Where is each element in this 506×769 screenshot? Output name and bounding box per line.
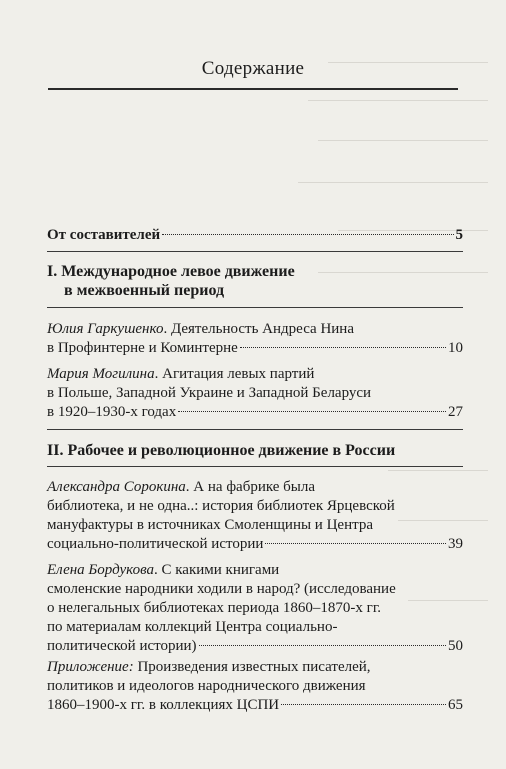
toc-entry-garkushenko[interactable] xyxy=(47,320,463,339)
section-divider xyxy=(47,429,463,430)
entry-title: . Агитация левых партий xyxy=(154,366,315,382)
toc-entry-mogilina[interactable] xyxy=(47,365,463,384)
entry-title: . А на фабрике была xyxy=(185,479,316,495)
entry-title-cont: библиотека, и не одна..: история библиотек Ярцевской xyxy=(47,498,395,514)
page-number: 50 xyxy=(448,638,463,654)
bleed-through-line xyxy=(298,182,488,183)
page-number: 65 xyxy=(448,697,463,713)
dot-leader xyxy=(240,347,446,348)
toc-entry-bordukova-last-line[interactable] xyxy=(47,637,463,656)
dot-leader xyxy=(162,234,453,235)
entry-title-cont: политиков и идеологов народнического движения xyxy=(47,678,366,694)
toc-entry-bordukova[interactable] xyxy=(47,561,463,580)
entry-title-cont: социально-политической истории xyxy=(47,536,264,552)
title-divider xyxy=(48,88,458,90)
section-heading-1[interactable]: I. Международное левое движение xyxy=(47,263,295,280)
toc-entry-garkushenko-last-line[interactable] xyxy=(47,339,463,358)
section-divider xyxy=(47,251,463,252)
page-title: Содержание xyxy=(201,58,305,79)
entry-title-cont: в Профинтерне и Коминтерне xyxy=(47,340,238,356)
section-heading-2[interactable]: II. Рабочее и революционное движение в России xyxy=(47,442,396,459)
toc-entry-sorokina-last-line[interactable] xyxy=(47,535,463,554)
dot-leader xyxy=(199,645,446,646)
section-heading-1-cont: в межвоенный период xyxy=(64,282,225,299)
toc-entry-sorokina[interactable] xyxy=(47,478,463,497)
toc-entry-mogilina-last-line[interactable] xyxy=(47,403,463,422)
entry-title: . С какими книгами xyxy=(153,562,280,578)
entry-title: От составителей xyxy=(47,227,161,243)
section-divider xyxy=(47,307,463,308)
entry-title-cont: мануфактуры в источниках Смоленщины и Центра xyxy=(47,517,374,533)
entry-title-cont: 1860–1900-х гг. в коллекциях ЦСПИ xyxy=(47,697,280,713)
entry-title-cont: по материалам коллекций Центра социально- xyxy=(47,619,338,635)
dot-leader xyxy=(178,411,446,412)
page-number: 39 xyxy=(448,536,463,552)
bleed-through-line xyxy=(388,470,488,471)
page-number: 5 xyxy=(455,227,463,243)
dot-leader xyxy=(281,704,446,705)
entry-author: Александра Сорокина xyxy=(47,479,186,495)
entry-author: Юлия Гаркушенко xyxy=(47,321,164,337)
entry-title-cont: смоленские народники ходили в народ? (исследование xyxy=(47,581,396,597)
entry-title: . Деятельность Андреса Нина xyxy=(163,321,354,337)
entry-title-cont: в 1920–1930-х годах xyxy=(47,404,177,420)
entry-author: Мария Могилина xyxy=(47,366,155,382)
entry-author: Елена Бордукова xyxy=(47,562,154,578)
entry-title: Произведения известных писателей, xyxy=(133,659,371,675)
appendix-label: Приложение: xyxy=(47,659,134,675)
entry-title-cont: о нелегальных библиотеках периода 1860–1870-х гг. xyxy=(47,600,382,616)
toc-entry-appendix-last-line[interactable] xyxy=(47,696,463,715)
toc-entry-appendix[interactable] xyxy=(47,658,463,677)
dot-leader xyxy=(265,543,446,544)
entry-title-cont: политической истории) xyxy=(47,638,197,654)
section-divider xyxy=(47,466,463,467)
entry-title-cont: в Польше, Западной Украине и Западной Беларуси xyxy=(47,385,372,401)
page-number: 10 xyxy=(448,340,463,356)
page-number: 27 xyxy=(448,404,463,420)
bleed-through-line xyxy=(308,100,488,101)
toc-entry-compilers[interactable] xyxy=(47,226,463,245)
bleed-through-line xyxy=(318,140,488,141)
